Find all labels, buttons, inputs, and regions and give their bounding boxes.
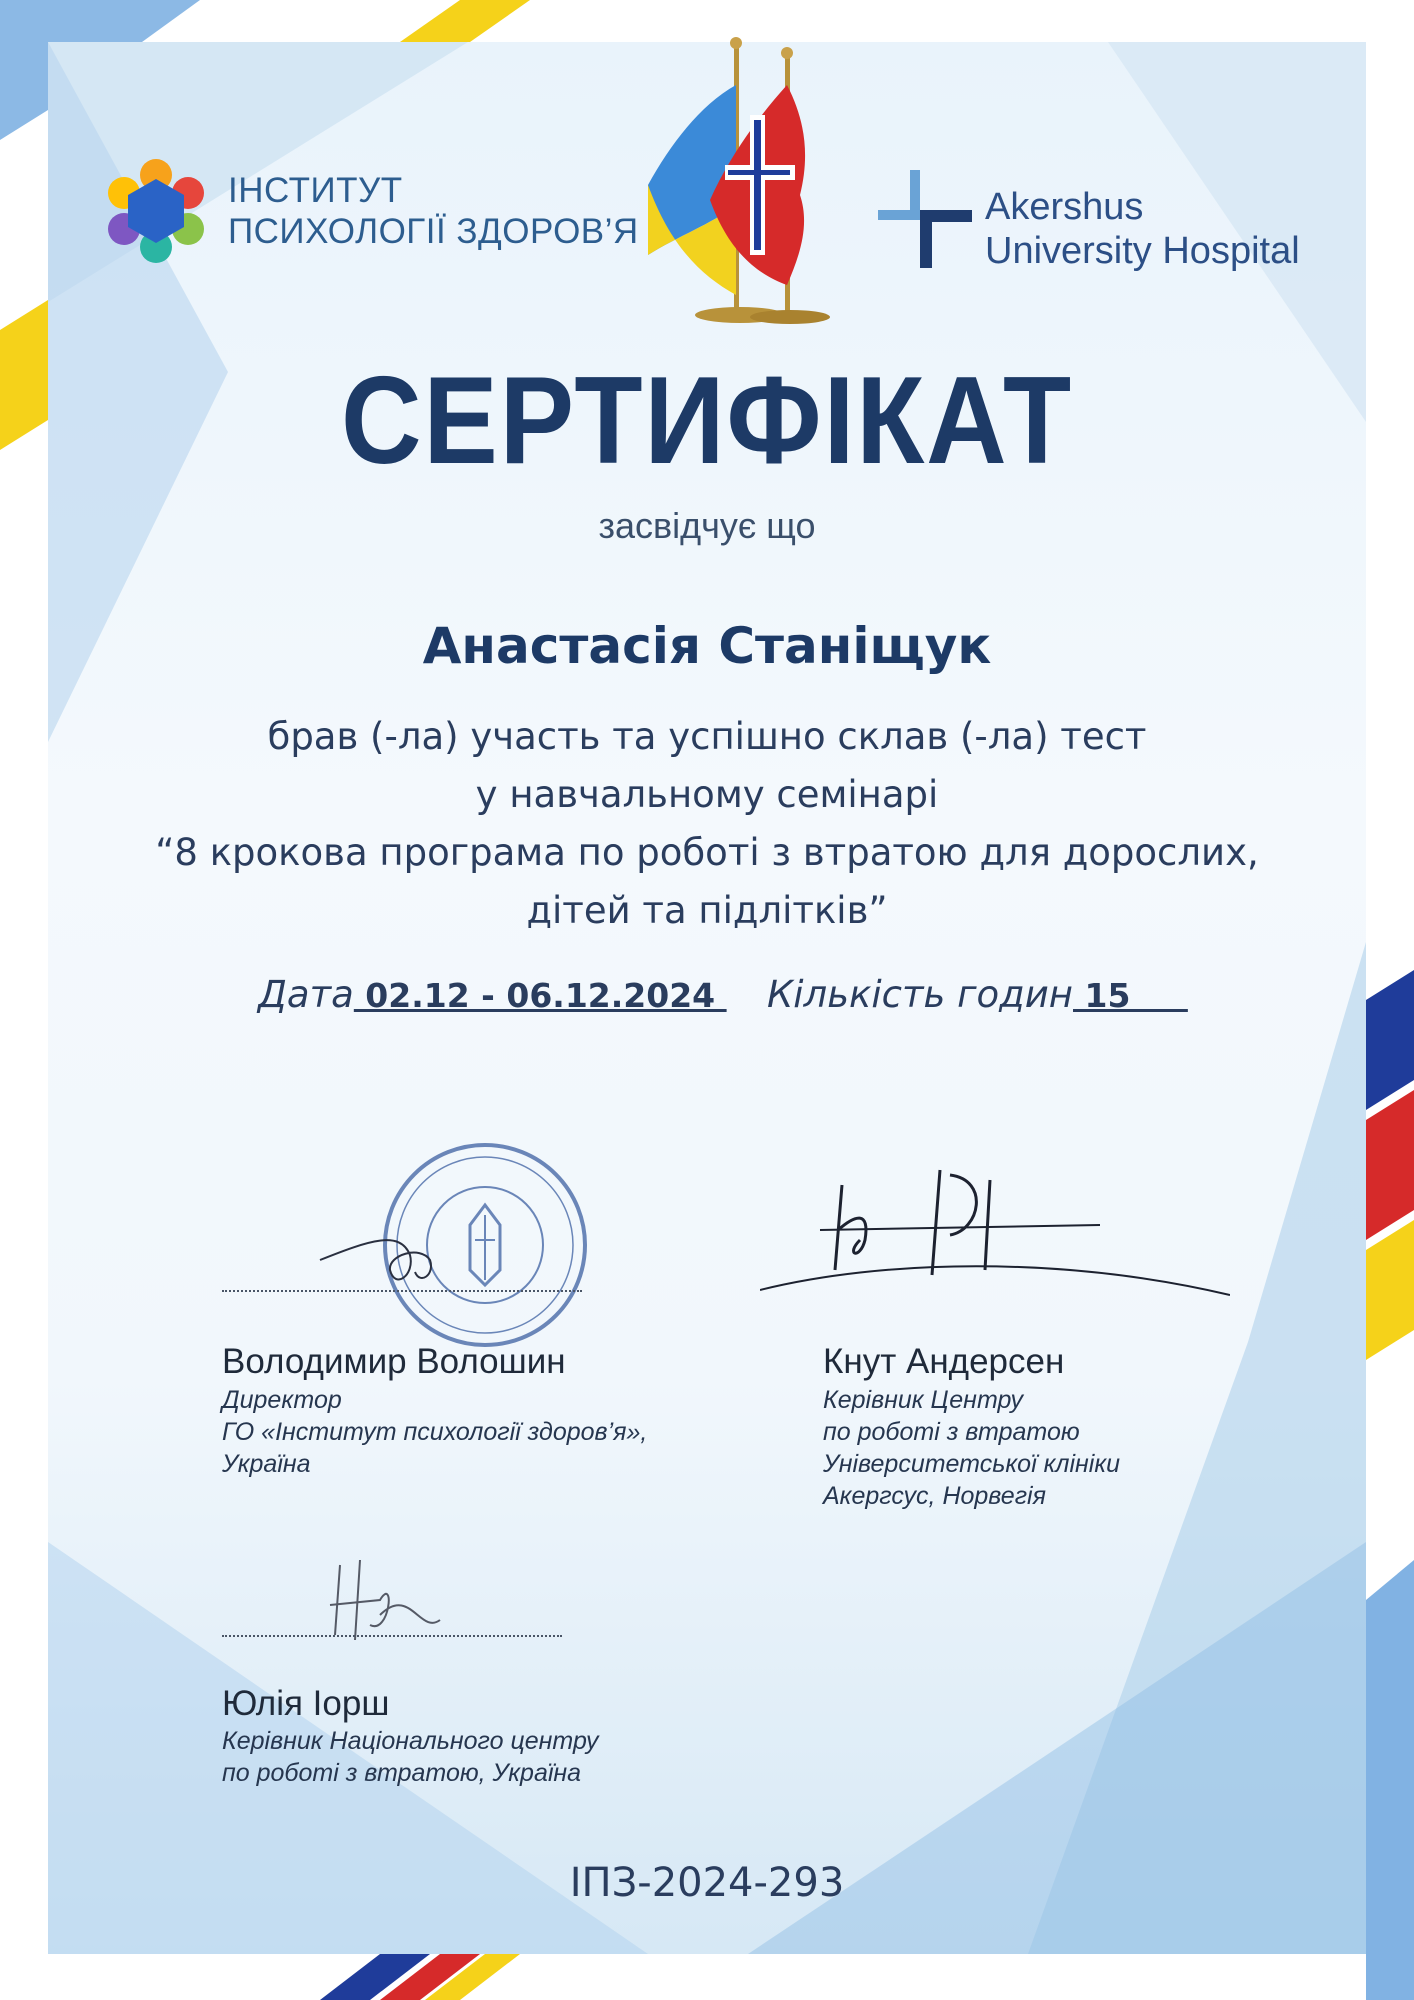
signatory-role-3 [222, 1725, 599, 1789]
date-label: Дата [258, 973, 354, 1016]
body-line-2: у навчальному семінарі [475, 773, 939, 816]
certificate-title: СЕРТИФІКАТ [341, 352, 1073, 490]
ipz-logo-text [228, 170, 639, 252]
ipz-logo-line1: ІНСТИТУТ [228, 171, 403, 210]
certificate-subtitle: засвідчує що [598, 505, 816, 546]
gear-flower-icon [100, 155, 212, 267]
signatory-2-role-line: Університетської клініки [823, 1450, 1121, 1478]
ahus-logo-line1: Akershus [985, 186, 1144, 228]
signatory-3-role-line: по роботі з втратою, Україна [222, 1759, 582, 1787]
signatory-1-role-line: Директор [222, 1386, 342, 1414]
ipz-logo-line2: ПСИХОЛОГІЇ ЗДОРОВ’Я [228, 212, 639, 251]
signature-voloshyn [310, 1200, 510, 1310]
hours-field [767, 973, 1188, 1016]
signatory-1-role-line: ГО «Інститут психології здоров’я», [222, 1418, 648, 1446]
recipient-name: Анастасія Станіщук [422, 617, 992, 675]
signature-iorsh [320, 1545, 450, 1655]
hours-label: Кількість годин [767, 973, 1073, 1016]
signature-andersen [760, 1160, 1230, 1305]
signatory-name-2: Кнут Андерсен [823, 1342, 1065, 1381]
ahus-logo-text [985, 185, 1300, 273]
ahus-logo-line2: University Hospital [985, 230, 1300, 272]
signatory-name-3: Юлія Іорш [222, 1684, 390, 1723]
signatory-name-1: Володимир Волошин [222, 1342, 566, 1381]
body-line-4: дітей та підлітків” [526, 889, 888, 932]
signatory-role-1 [222, 1384, 647, 1480]
signatory-2-role-line: Акергсус, Норвегія [823, 1482, 1046, 1510]
signatory-2-role-line: Керівник Центру [823, 1386, 1024, 1414]
hours-value: 15 [1073, 976, 1188, 1015]
date-value: 02.12 - 06.12.2024 [353, 976, 727, 1015]
ahus-cross-icon [872, 162, 974, 272]
signatory-1-role-line: Україна [222, 1450, 311, 1478]
date-field [258, 973, 727, 1016]
signatory-3-role-line: Керівник Національного центру [222, 1727, 599, 1755]
signature-line-3 [222, 1635, 562, 1637]
body-line-1: брав (-ла) участь та успішно склав (-ла) тест [267, 715, 1147, 758]
certificate-number: ІПЗ-2024-293 [569, 1860, 845, 1906]
signatory-2-role-line: по роботі з втратою [823, 1418, 1080, 1446]
signatory-role-2 [823, 1384, 1120, 1512]
ukraine-norway-flags-icon [640, 25, 860, 325]
signature-line-1 [222, 1290, 582, 1292]
body-line-3: “8 крокова програма по роботі з втратою для дорослих, [155, 831, 1259, 874]
